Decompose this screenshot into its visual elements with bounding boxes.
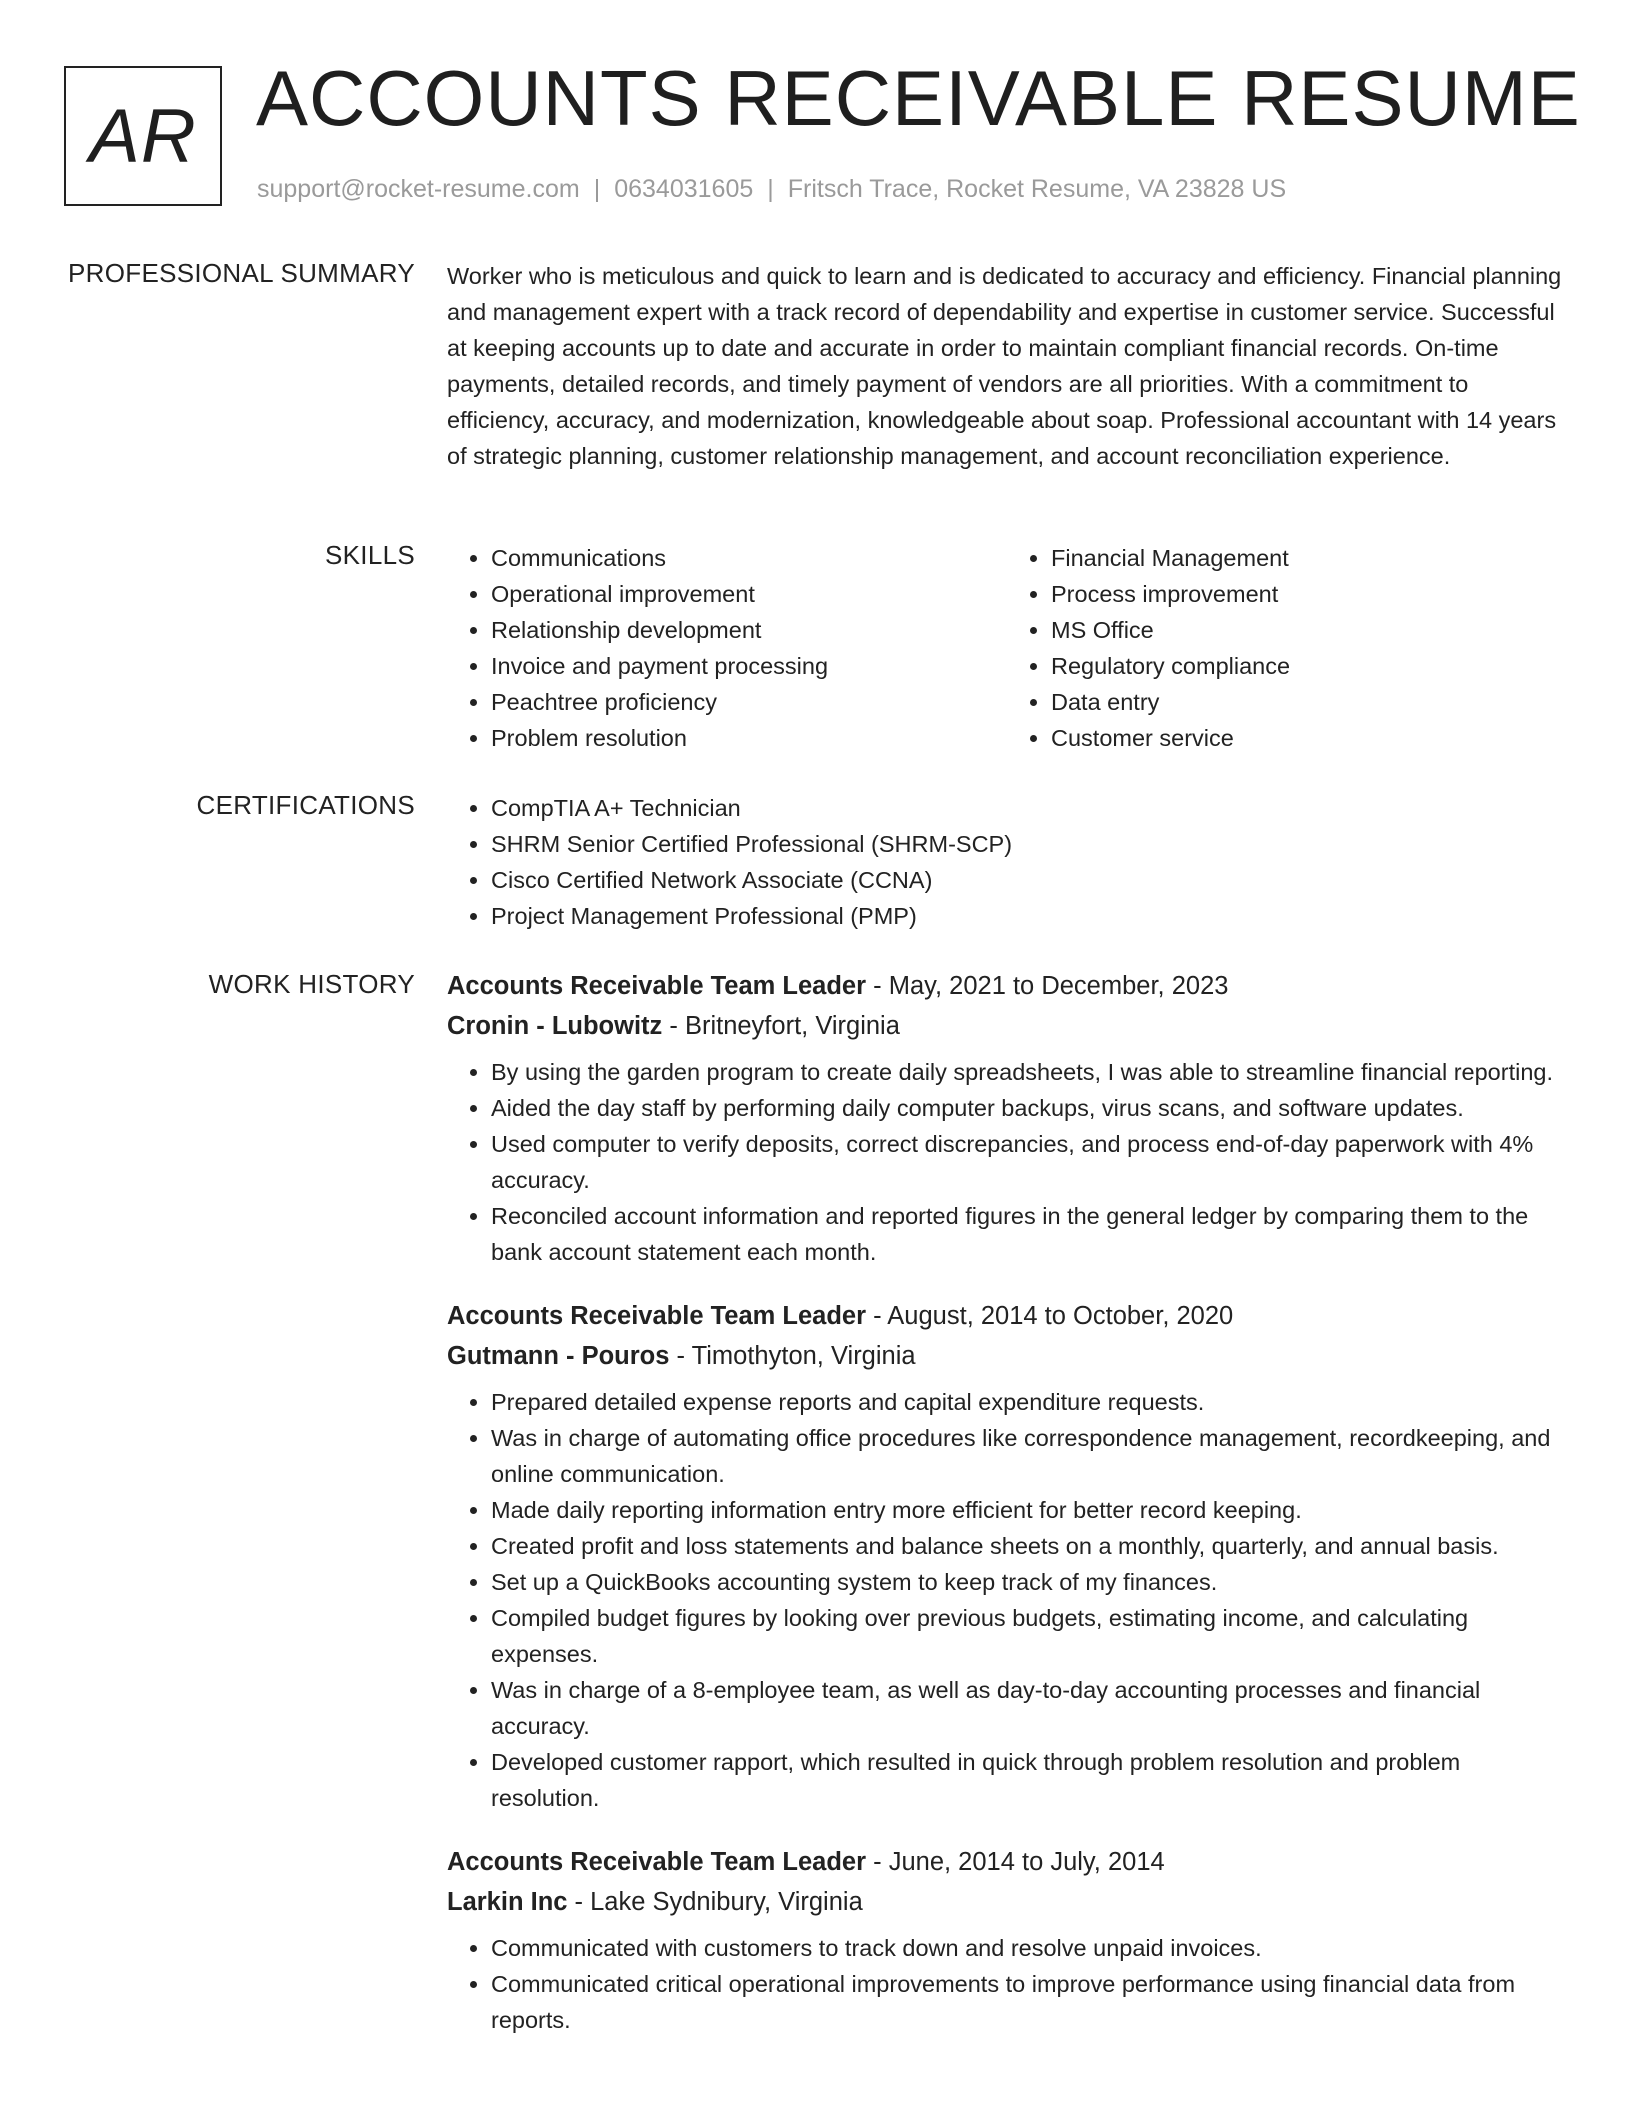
job-entry	[447, 966, 1567, 1270]
job-company-line	[447, 1336, 1567, 1376]
job-title-line	[447, 1296, 1567, 1336]
skill-item: • Problem resolution	[491, 720, 1007, 756]
job-bullet: • Reconciled account information and reported figures in the general ledger by comparing them to the bank account statement each month.	[491, 1198, 1567, 1270]
contact-line	[257, 175, 1286, 204]
job-bullet: • Was in charge of automating office procedures like correspondence management, recordkeeping, and online communication.	[491, 1420, 1567, 1492]
skill-item: • Financial Management	[1051, 540, 1567, 576]
job-dates: - June, 2014 to July, 2014	[866, 1848, 1165, 1876]
job-location: - Timothyton, Virginia	[669, 1342, 916, 1370]
section-heading: PROFESSIONAL SUMMARY	[68, 258, 415, 288]
skill-item: • Customer service	[1051, 720, 1567, 756]
job-company: Larkin Inc	[447, 1888, 568, 1916]
skills-columns	[447, 540, 1567, 756]
section-heading: SKILLS	[325, 540, 415, 570]
certification-item: • CompTIA A+ Technician	[491, 790, 1567, 826]
section-heading: CERTIFICATIONS	[196, 790, 415, 820]
job-bullet: • Was in charge of a 8-employee team, as well as day-to-day accounting processes and financial accuracy.	[491, 1672, 1567, 1744]
job-bullet: • Set up a QuickBooks accounting system to keep track of my finances.	[491, 1564, 1567, 1600]
job-bullet: • By using the garden program to create daily spreadsheets, I was able to streamline financial reporting.	[491, 1054, 1567, 1090]
contact-phone: 0634031605	[614, 175, 754, 203]
job-bullet: • Communicated critical operational improvements to improve performance using financial data from reports.	[491, 1966, 1567, 2038]
job-bullet: • Developed customer rapport, which resulted in quick through problem resolution and problem resolution.	[491, 1744, 1567, 1816]
job-company-line	[447, 1882, 1567, 1922]
job-bullets	[447, 1054, 1567, 1270]
resume-title: ACCOUNTS RECEIVABLE RESUME	[256, 54, 1581, 142]
contact-email: support@rocket-resume.com	[257, 175, 580, 203]
section-heading: WORK HISTORY	[208, 969, 415, 999]
certification-item: • Cisco Certified Network Associate (CCNA)	[491, 862, 1567, 898]
job-title: Accounts Receivable Team Leader	[447, 1302, 867, 1330]
skill-item: • MS Office	[1051, 612, 1567, 648]
job-bullet: • Aided the day staff by performing daily computer backups, virus scans, and software updates.	[491, 1090, 1567, 1126]
job-bullet: • Used computer to verify deposits, correct discrepancies, and process end-of-day paperwork with 4% accuracy.	[491, 1126, 1567, 1198]
job-title: Accounts Receivable Team Leader	[447, 972, 867, 1000]
skill-item: • Data entry	[1051, 684, 1567, 720]
contact-separator: |	[593, 175, 601, 203]
job-bullet: • Prepared detailed expense reports and capital expenditure requests.	[491, 1384, 1567, 1420]
job-bullet: • Created profit and loss statements and balance sheets on a monthly, quarterly, and annual basis.	[491, 1528, 1567, 1564]
job-bullets	[447, 1384, 1567, 1816]
job-entry	[447, 1842, 1567, 2038]
job-title-line	[447, 966, 1567, 1006]
certifications-body	[447, 790, 1567, 934]
contact-address: Fritsch Trace, Rocket Resume, VA 23828 US	[787, 175, 1287, 203]
job-company-line	[447, 1006, 1567, 1046]
contact-separator: |	[767, 175, 774, 203]
skill-item: • Relationship development	[491, 612, 1007, 648]
certifications-list	[447, 790, 1567, 934]
job-location: - Britneyfort, Virginia	[662, 1012, 900, 1040]
skill-item: • Operational improvement	[491, 576, 1007, 612]
job-location: - Lake Sydnibury, Virginia	[567, 1888, 863, 1916]
job-bullet: • Made daily reporting information entry more efficient for better record keeping.	[491, 1492, 1567, 1528]
certification-item: • Project Management Professional (PMP)	[491, 898, 1567, 934]
job-company: Cronin - Lubowitz	[447, 1012, 663, 1040]
work-history-body	[447, 966, 1567, 2064]
skills-list-right	[1007, 540, 1567, 756]
job-entry	[447, 1296, 1567, 1816]
job-bullets	[447, 1930, 1567, 2038]
job-dates: - May, 2021 to December, 2023	[866, 972, 1229, 1000]
skill-item: • Invoice and payment processing	[491, 648, 1007, 684]
skill-item: • Process improvement	[1051, 576, 1567, 612]
job-title-line	[447, 1842, 1567, 1882]
monogram-logo: AR	[64, 66, 222, 206]
job-bullet: • Compiled budget figures by looking over previous budgets, estimating income, and calculating expenses.	[491, 1600, 1567, 1672]
summary-text: Worker who is meticulous and quick to learn and is dedicated to accuracy and efficiency. Financial planning and management expert with a track record of dependability and expertise in customer service. Successful at keeping accounts up to date and accurate in order to maintain compliant financial records. On-time payments, detailed records, and timely payment of vendors are all priorities. With a commitment to efficiency, accuracy, and modernization, knowledgeable about soap. Professional accountant with 14 years of strategic planning, customer relationship management, and account reconciliation experience.	[447, 263, 1562, 469]
certification-item: • SHRM Senior Certified Professional (SHRM-SCP)	[491, 826, 1567, 862]
job-bullet: • Communicated with customers to track down and resolve unpaid invoices.	[491, 1930, 1567, 1966]
job-dates: - August, 2014 to October, 2020	[866, 1302, 1234, 1330]
job-company: Gutmann - Pouros	[447, 1342, 670, 1370]
skills-list-left	[447, 540, 1007, 756]
skill-item: • Peachtree proficiency	[491, 684, 1007, 720]
job-title: Accounts Receivable Team Leader	[447, 1848, 867, 1876]
skill-item: • Communications	[491, 540, 1007, 576]
skill-item: • Regulatory compliance	[1051, 648, 1567, 684]
